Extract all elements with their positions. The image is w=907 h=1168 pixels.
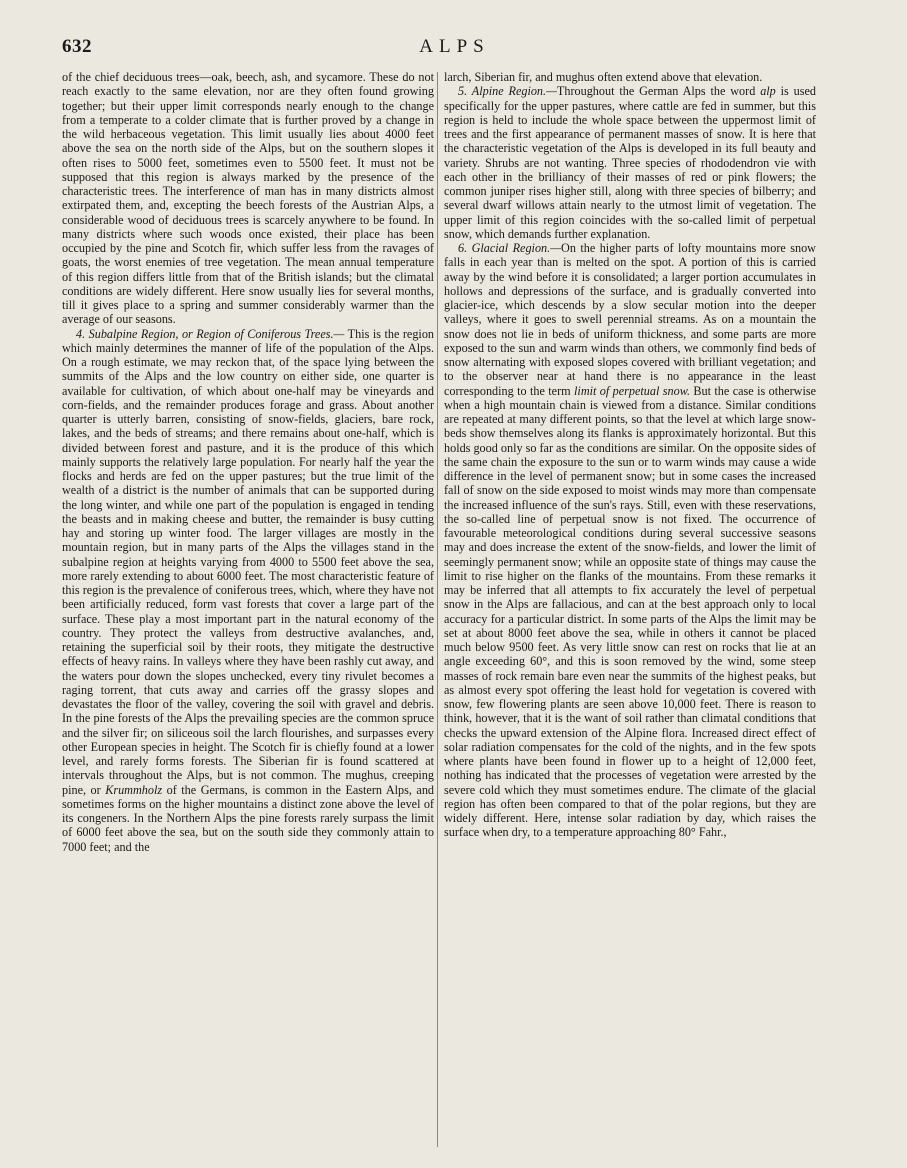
paragraph-text: Throughout the German Alps the word [556, 84, 756, 99]
page-number: 632 [62, 36, 92, 57]
paragraph-alpine [444, 84, 816, 241]
right-column [444, 70, 816, 1150]
paragraph-text: of the Germans, is common in the Eastern Alps, and sometimes forms on the higher mountains a distinct zone above the level of its congeners. In the Northern Alps the pine forests rarely surpass the limit of 6000 feet above the sea, but on the south side they commonly attain to 7000 feet; and the [62, 782, 434, 854]
paragraph-text: On the higher parts of lofty mountains more snow falls in each year than is melted on the spot. A portion of this is carried away by the wind before it is consolidated; a larger portion accumulates in hollows and depressions of the surface, and is gradually converted into glacier-ice, which descends by a slow secular motion into the deeper valleys, where it goes to swell perennial streams. As on a mountain the snow does not lie in beds of uniform thickness, and some parts are more exposed to the sun and warm winds than others, we commonly find beds of snow alternating with exposed slopes covered with brilliant vegetation; and to the observer near at hand there is no appearance in the least corresponding to the term [444, 241, 816, 398]
paragraph-text: This is the region which mainly determines the manner of life of the population of the Alps. On a rough estimate, we may reckon that, of the space lying between the summits of the Alps and the low country on either side, one quarter is available for cultivation, of which about one-half may be vineyards and corn-fields, and the remainder produces forage and grass. About another quarter is utterly barren, consisting of snow-fields, glaciers, bare rock, lakes, and the beds of streams; and there remains about one-half, which is divided between forest and pasture, and it is the produce of this which mainly supports the relatively large population. For nearly half the year the flocks and herds are fed on the upper pastures; but the true limit of the wealth of a district is the number of animals that can be supported during the long winter, and while one part of the population is engaged in tending the beasts and in making cheese and butter, the remainder is busy cutting hay and storing up winter food. The larger villages are mostly in the mountain region, but in many parts of the Alps the villages stand in the subalpine region at heights varying from 4000 to 5500 feet above the sea, more rarely extending to about 6000 feet. The most characteristic feature of this region is the prevalence of coniferous trees, which, where they have not been artificially reduced, form vast forests that cover a large part of the surface. These play a most important part in the natural economy of the country. They protect the valleys from destructive avalanches, and, retaining the superficial soil by their roots, they mitigate the destructive effects of heavy rains. In valleys where they have been rashly cut away, and the waters pour down the slopes unchecked, every tiny rivulet becomes a raging torrent, that cuts away and carries off the grassy slopes and devastates the floor of the valley, covering the soil with gravel and debris. In the pine forests of the Alps the prevailing species are the common spruce and the silver fir; on siliceous soil the larch flourishes, and surpasses every other European species in height. The Scotch fir is chiefly found at a lower level, and rarely forms forests. The Siberian fir is found scattered at intervals throughout the Alps, but is not common. The mughus, creeping pine, or [62, 326, 434, 797]
paragraph-continuation [444, 70, 816, 84]
running-head [62, 36, 847, 60]
paragraph-deciduous [62, 70, 434, 327]
paragraph-text: is used specifically for the upper pastures, where cattle are fed in summer, but this region is held to include the whole space between the uppermost limit of trees and the first appearance of permanent masses of snow. It is here that the characteristic vegetation of the Alps is developed in its full beauty and variety. Shrubs are not wanting. Three species of rhododendron vie with each other in the brilliancy of their masses of red or pink flowers; the common juniper rises higher still, along with three species of bilberry; and several dwarf willows attain nearly to the utmost limit of vegetation. The upper limit of this region coincides with the so-called limit of perpetual snow, which demands further explanation. [444, 84, 816, 241]
paragraph-text: of the chief deciduous trees—oak, beech, ash, and sycamore. These do not reach exactly to the same elevation, nor are they often found growing together; but their upper limit corresponds nearly enough to the change from a temperate to a colder climate that is further proved by a change in the wild herbaceous vegetation. This limit usually lies about 4000 feet above the sea on the north side of the Alps, but on the southern slopes it often rises to 5000 feet, sometimes even to 5500 feet. It must not be supposed that this region is always marked by the presence of the characteristic trees. The interference of man has in many districts almost extirpated them, and, excepting the beech forests of the Austrian Alps, a considerable wood of deciduous trees is scarcely anywhere to be found. In many districts where such woods once existed, their place has been occupied by the pine and Scotch fir, which suffer less from the ravages of goats, the worst enemies of tree vegetation. The mean annual temperature of this region differs little from that of the British islands; but the climatal conditions are widely different. Here snow usually lies for several months, till it gives place to a spring and summer considerably warmer than the average of our seasons. [62, 70, 434, 327]
paragraph-subalpine [62, 327, 434, 854]
left-column [62, 70, 434, 1150]
running-title: ALPS [419, 36, 490, 57]
section-heading-subalpine: 4. Subalpine Region, or Region of Coniferous Trees.— [76, 326, 345, 341]
section-heading-glacial: 6. Glacial Region.— [458, 241, 562, 255]
column-divider [437, 72, 438, 1147]
italic-term: limit of perpetual snow. [574, 383, 690, 398]
italic-term: Krummholz [105, 782, 163, 797]
paragraph-glacial [444, 241, 816, 840]
paragraph-text: But the case is otherwise when a high mountain chain is viewed from a distance. Similar conditions are repeated at many different points, so that the level at which large snow-beds show themselves along its flanks is approximately horizontal. But this holds good only so far as the conditions are similar. On the opposite sides of the same chain the exposure to the sun or to warm winds may cause a wide difference in the level of permanent snow; but in some cases the increased fall of snow on the side exposed to moist winds may more than compensate the increased influence of the sun's rays. Still, even with these reservations, the so-called line of perpetual snow is not fixed. The occurrence of favourable meteorological conditions during several successive seasons may and does increase the extent of the snow-fields, and lower the limit of seemingly permanent snow; while an opposite state of things may cause the limit to rise higher on the flanks of the mountains. From these remarks it may be inferred that all attempts to fix accurately the level of perpetual snow in the Alps are fallacious, and can at the best approach only to local accuracy for a particular district. In some parts of the Alps the limit may be set at about 8000 feet above the sea, while in others it cannot be placed much below 9500 feet. As very little snow can rest on rocks that lie at an angle exceeding 60°, and this is soon removed by the wind, some steep masses of rock remain bare even near the summits of the highest peaks, but as almost every spot offering the least hold for vegetation is covered with snow, few flowering plants are seen above 10,000 feet. There is reason to think, however, that it is the want of soil rather than climatal conditions that checks the upward extension of the Alpine flora. Increased direct effect of solar radiation compensates for the cold of the nights, and in the few spots where plants have been found in flower up to a height of 12,000 feet, nothing has indicated that the processes of vegetation were arrested by the severe cold which they must sometimes endure. The climate of the glacial region has often been compared to that of the polar regions, but they are widely different. Here, intense solar radiation by day, which raises the surface when dry, to a temperature approaching 80° Fahr., [444, 383, 816, 840]
paragraph-text: larch, Siberian fir, and mughus often extend above that elevation. [444, 70, 763, 84]
section-heading-alpine: 5. Alpine Region.— [458, 84, 557, 99]
italic-term: alp [760, 84, 776, 99]
